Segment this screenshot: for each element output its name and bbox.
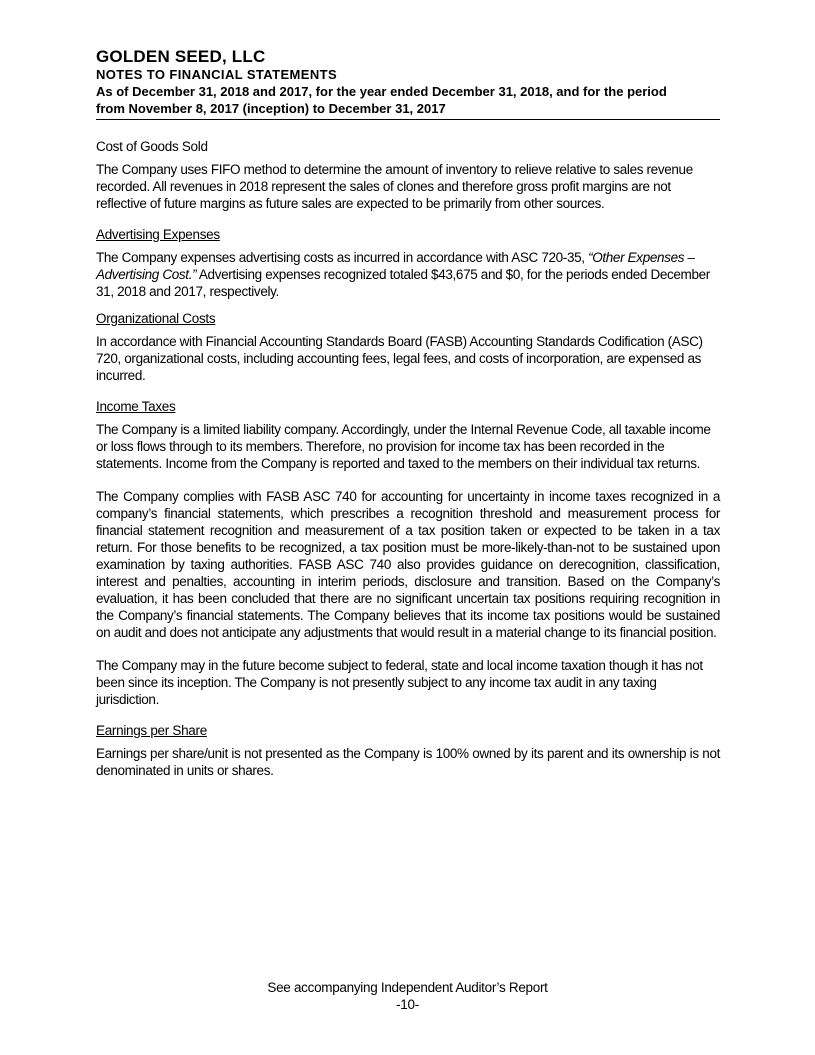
document-title: NOTES TO FINANCIAL STATEMENTS (96, 67, 338, 82)
section-heading-income-taxes: Income Taxes (96, 399, 176, 414)
page-footer (0, 979, 815, 1013)
paragraph-income-taxes-2: The Company complies with FASB ASC 740 for accounting for uncertainty in income taxes recognized in a company’s financial statements, which prescribes a recognition threshold and measurement process for financial statement recognition and measurement of a tax position taken or expected to be taken in a tax return. For those benefits to be recognized, a tax position must be more-likely-than-not to be sustained upon examination by taxing authorities. FASB ASC 740 also provides guidance on derecognition, classification, interest and penalties, accounting in interim periods, disclosure and transition. Based on the Company’s evaluation, it has been concluded that there are no significant uncertain tax positions requiring recognition in the Company’s financial statements. The Company believes that its income tax positions would be sustained on audit and does not anticipate any adjustments that would result in a material change to its financial position. (96, 489, 720, 640)
paragraph-organizational: In accordance with Financial Accounting Standards Board (FASB) Accounting Standards Codification (ASC) 720, organizational costs, including accounting fees, legal fees, and costs of incorporation, are expensed as incurred. (96, 334, 703, 383)
paragraph-eps: Earnings per share/unit is not presented as the Company is 100% owned by its parent and its ownership is not denominated in units or shares. (96, 746, 720, 778)
page-number: -10- (396, 997, 419, 1012)
section-heading-advertising: Advertising Expenses (96, 227, 220, 242)
document-header (96, 47, 720, 120)
document-page (96, 47, 720, 779)
paragraph-advertising (96, 249, 720, 300)
paragraph-income-taxes-3: The Company may in the future become subject to federal, state and local income taxation though it has not been since its inception. The Company is not presently subject to any income tax audit in any taxing jurisdiction. (96, 658, 703, 707)
advertising-text-b: Advertising expenses recognized totaled $43,675 and $0, for the periods ended December 31, 2018 and 2017, respectively. (96, 267, 710, 299)
period-line-2: from November 8, 2017 (inception) to December 31, 2017 (96, 101, 446, 116)
advertising-text-a: The Company expenses advertising costs as incurred in accordance with ASC 720-35, (96, 250, 589, 265)
section-heading-cogs: Cost of Goods Sold (96, 139, 208, 154)
period-line-1: As of December 31, 2018 and 2017, for the year ended December 31, 2018, and for the period (96, 84, 667, 99)
section-heading-organizational: Organizational Costs (96, 311, 216, 326)
footer-note: See accompanying Independent Auditor’s Report (267, 980, 548, 995)
section-heading-eps: Earnings per Share (96, 723, 207, 738)
paragraph-income-taxes-1: The Company is a limited liability company. Accordingly, under the Internal Revenue Code, all taxable income or loss flows through to its members. Therefore, no provision for income tax has been recorded in the statements. Income from the Company is reported and taxed to the members on their individual tax returns. (96, 422, 711, 471)
company-name: GOLDEN SEED, LLC (96, 47, 266, 66)
advertising-text-italic: “Other Expenses – Advertising Cost.” (96, 250, 695, 282)
paragraph-cogs: The Company uses FIFO method to determine the amount of inventory to relieve relative to sales revenue recorded. All revenues in 2018 represent the sales of clones and therefore gross profit margins are not reflective of future margins as future sales are expected to be primarily from other sources. (96, 162, 693, 211)
